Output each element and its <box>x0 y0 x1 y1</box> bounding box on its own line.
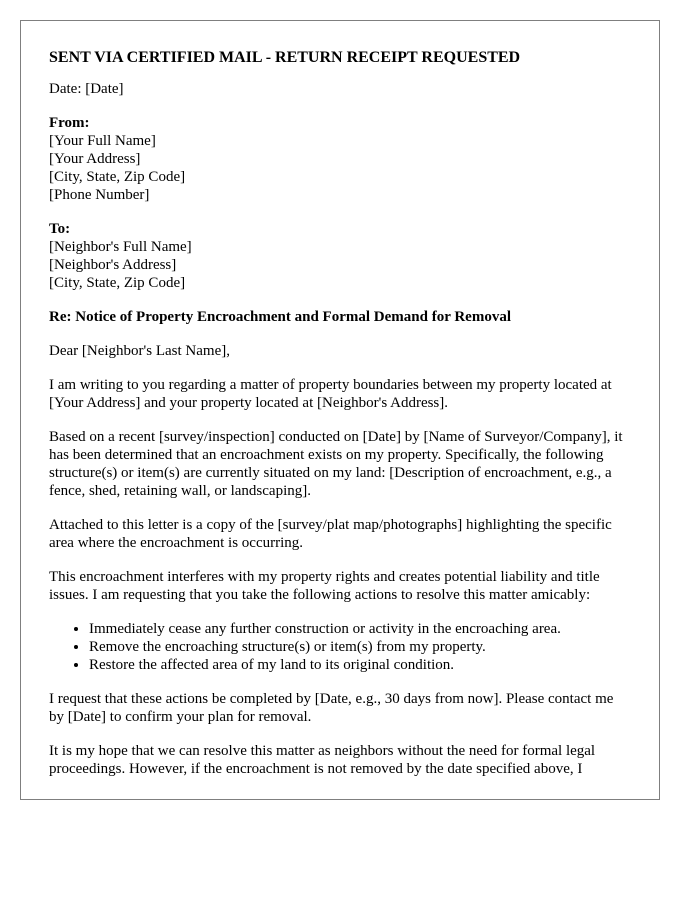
sender-city-state-zip: [City, State, Zip Code] <box>49 169 186 185</box>
action-item: • Immediately cease any further construction or activity in the encroaching area. <box>89 620 631 638</box>
action-item: • Restore the affected area of my land to its original condition. <box>89 656 631 674</box>
paragraph: This encroachment interferes with my property rights and creates potential liability and title issues. I am requesting that you take the following actions to resolve this matter amicably: <box>49 569 600 603</box>
sender-address: [Your Address] <box>49 151 141 167</box>
paragraph: I am writing to you regarding a matter of property boundaries between my property located at [Your Address] and your property located at [Neighbor's Address]. <box>49 377 612 411</box>
salutation: Dear [Neighbor's Last Name], <box>49 343 230 359</box>
recipient-city-state-zip: [City, State, Zip Code] <box>49 275 186 291</box>
paragraph: I request that these actions be completed by [Date, e.g., 30 days from now]. Please contact me by [Date] to confirm your plan for removal. <box>49 691 614 725</box>
sender-label: From: <box>49 115 90 131</box>
sender-name: [Your Full Name] <box>49 133 156 149</box>
recipient-address: [Neighbor's Address] <box>49 257 177 273</box>
sender-block <box>49 114 631 204</box>
recipient-name: [Neighbor's Full Name] <box>49 239 192 255</box>
letter-body <box>21 21 659 778</box>
letter-page <box>20 20 660 800</box>
paragraph: It is my hope that we can resolve this matter as neighbors without the need for formal legal proceedings. However, if the encroachment is not removed by the date specified above, I <box>49 743 596 777</box>
paragraph: Based on a recent [survey/inspection] conducted on [Date] by [Name of Surveyor/Company], it has been determined that an encroachment exists on my property. Specifically, the following structure(s) or item(s) are currently situated on my land: [Description of encroachment, e.g., a fence, shed, retaining wall, or landscaping]. <box>49 429 623 499</box>
action-item: • Remove the encroaching structure(s) or item(s) from my property. <box>89 638 631 656</box>
paragraph: Attached to this letter is a copy of the [survey/plat map/photographs] highlighting the specific area where the encroachment is occurring. <box>49 517 612 551</box>
action-list <box>49 620 631 674</box>
sender-phone: [Phone Number] <box>49 187 150 203</box>
subject-line: Re: Notice of Property Encroachment and Formal Demand for Removal <box>49 309 511 325</box>
recipient-label: To: <box>49 221 71 237</box>
date-line: Date: [Date] <box>49 81 124 97</box>
recipient-block <box>49 220 631 292</box>
mail-header: SENT VIA CERTIFIED MAIL - RETURN RECEIPT REQUESTED <box>49 49 521 66</box>
